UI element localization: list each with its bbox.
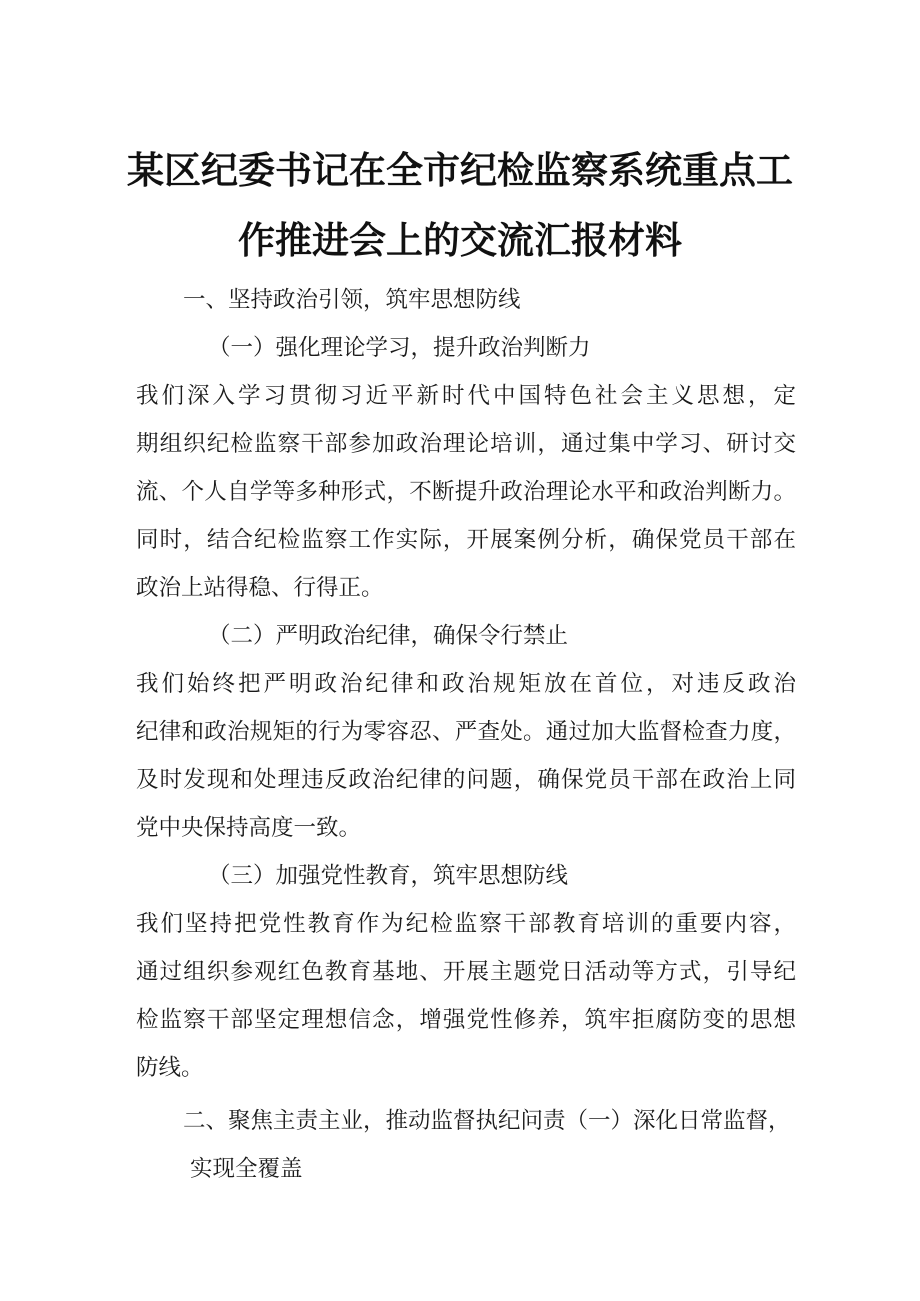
subsection-2-heading: （二）严明政治纪律，确保令行禁止 — [208, 623, 569, 649]
paragraph-1-line-5: 政治上站得稳、行得正。 — [136, 575, 384, 601]
paragraph-1-line-1: 我们深入学习贯彻习近平新时代中国特色社会主义思想，定 — [136, 383, 796, 409]
document-title-line-2: 作推进会上的交流汇报材料 — [238, 219, 682, 262]
paragraph-3-line-1: 我们坚持把党性教育作为纪检监察干部教育培训的重要内容， — [136, 911, 796, 937]
paragraph-3-line-3: 检监察干部坚定理想信念，增强党性修养，筑牢拒腐防变的思想 — [136, 1007, 796, 1033]
paragraph-1-line-3: 流、个人自学等多种形式，不断提升政治理论水平和政治判断力。 — [136, 479, 796, 505]
paragraph-2-line-4: 党中央保持高度一致。 — [136, 815, 362, 841]
paragraph-3-line-4: 防线。 — [136, 1055, 204, 1081]
paragraph-1-line-2: 期组织纪检监察干部参加政治理论培训，通过集中学习、研讨交 — [136, 431, 796, 457]
section-2-heading-line-2: 实现全覆盖 — [190, 1156, 303, 1182]
document-title-line-1: 某区纪委书记在全市纪检监察系统重点工 — [127, 149, 793, 192]
subsection-3-heading: （三）加强党性教育，筑牢思想防线 — [208, 863, 569, 889]
paragraph-2-line-2: 纪律和政治规矩的行为零容忍、严查处。通过加大监督检查力度， — [136, 719, 796, 745]
paragraph-2-line-1: 我们始终把严明政治纪律和政治规矩放在首位，对违反政治 — [136, 671, 796, 697]
paragraph-1-line-4: 同时，结合纪检监察工作实际，开展案例分析，确保党员干部在 — [136, 527, 796, 553]
paragraph-3-line-2: 通过组织参观红色教育基地、开展主题党日活动等方式，引导纪 — [136, 959, 796, 985]
section-1-heading: 一、坚持政治引领，筑牢思想防线 — [183, 287, 521, 313]
section-2-heading-line-1: 二、聚焦主责主业，推动监督执纪问责（一）深化日常监督， — [183, 1108, 791, 1134]
paragraph-2-line-3: 及时发现和处理违反政治纪律的问题，确保党员干部在政治上同 — [136, 767, 796, 793]
subsection-1-heading: （一）强化理论学习，提升政治判断力 — [208, 335, 591, 361]
